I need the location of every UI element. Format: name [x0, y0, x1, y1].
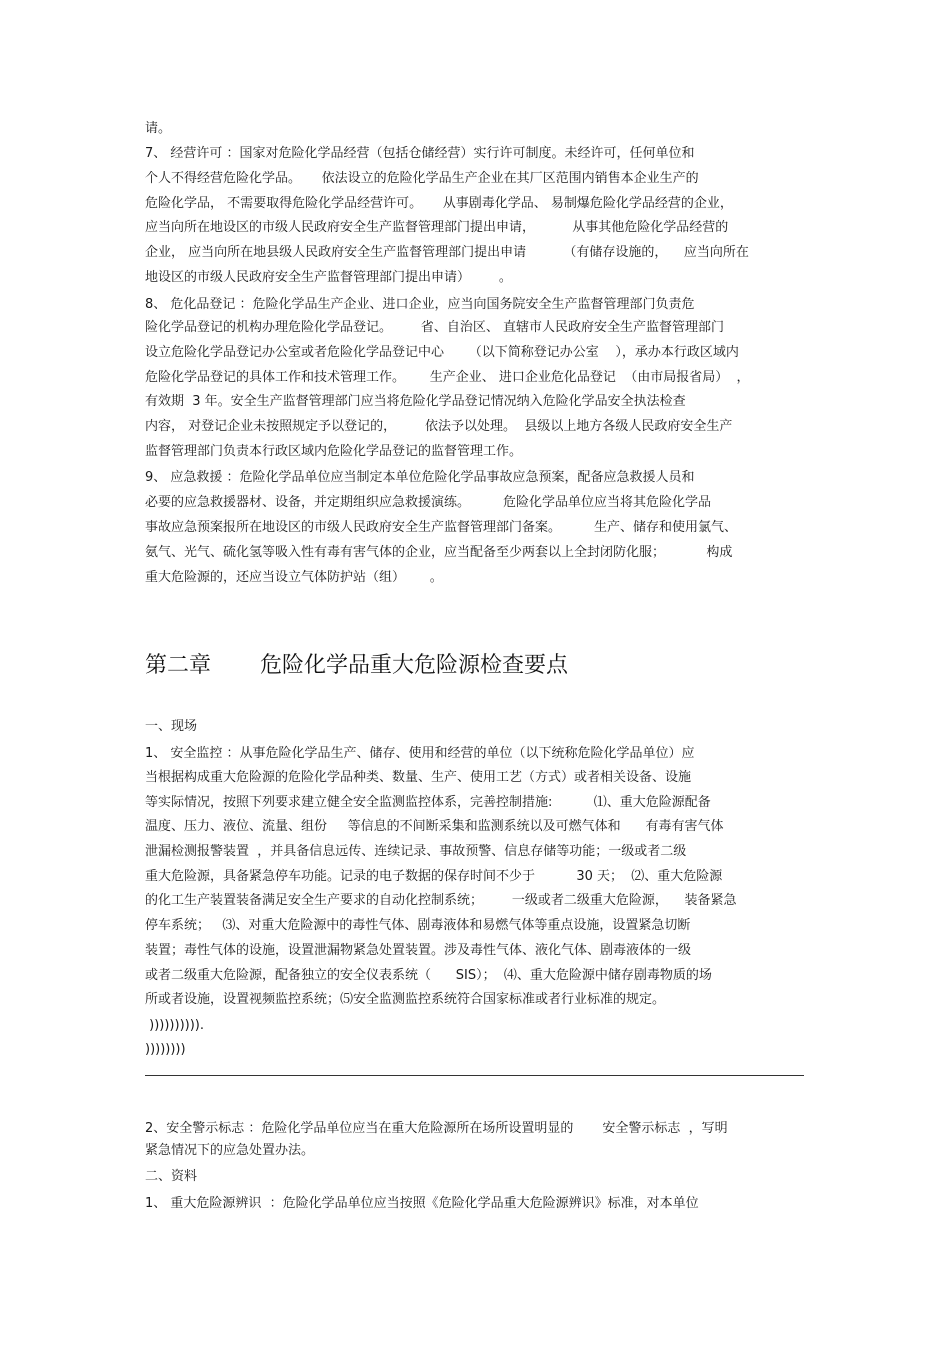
text-line: 事故应急预案报所在地设区的市级人民政府安全生产监督管理部门备案。 生产、储存和使用氯气、 — [145, 520, 738, 535]
text-line: 装置；毒性气体的设施，设置泄漏物紧急处置装置。涉及毒性气体、液化气体、剧毒液体的一级 — [145, 943, 692, 958]
text-line: 7、 经营许可 ：国家对危险化学品经营（包括仓储经营）实行许可制度。未经许可，任何单位和 — [145, 146, 695, 161]
text-line: 1、 安全监控 ：从事危险化学品生产、储存、使用和经营的单位（以下统称危险化学品单位）应 — [145, 746, 695, 761]
text-line: 紧急情况下的应急处置办法。 — [145, 1143, 315, 1158]
text-line: 险化学品登记的机构办理危险化学品登记。 省、自治区、 直辖市人民政府安全生产监督管理部门 — [145, 320, 725, 335]
text-line: 二、资料 — [145, 1169, 198, 1184]
text-line: 危险化学品， 不需要取得危险化学品经营许可。 从事剧毒化学品、 易制爆危险化学品经营的企业， — [145, 196, 733, 211]
text-line: 必要的应急救援器材、设备，并定期组织应急救援演练。 危险化学品单位应当将其危险化学品 — [145, 495, 712, 510]
text-line: 1、 重大危险源辨识 ：危险化学品单位应当按照《危险化学品重大危险源辨识》标准，对本单位 — [145, 1196, 699, 1211]
text-line: 危险化学品登记的具体工作和技术管理工作。 生产企业、 进口企业危化品登记 （由市局报省局） ， — [145, 370, 750, 385]
text-line: 有效期 3 年。安全生产监督管理部门应当将危险化学品登记情况纳入危险化学品安全执法检查 — [145, 394, 686, 409]
text-line: 2、安全警示标志 ：危险化学品单位应当在重大危险源所在场所设置明显的 安全警示标志 ，写明 — [145, 1121, 728, 1136]
text-line: 应当向所在地设区的市级人民政府安全生产监督管理部门提出申请， 从事其他危险化学品经营的 — [145, 220, 729, 235]
text-line: 重大危险源的，还应当设立气体防护站（组） 。 — [145, 570, 443, 585]
text-line: 个人不得经营危险化学品。 依法设立的危险化学品生产企业在其厂区范围内销售本企业生产的 — [145, 171, 699, 186]
chapter-title: 第二章 危险化学品重大危险源检查要点 — [145, 653, 568, 678]
text-line: )))))))) — [145, 1042, 186, 1057]
text-line: 设立危险化学品登记办公室或者危险化学品登记中心 （以下简称登记办公室 ），承办本行政区域内 — [145, 345, 739, 360]
text-line: 的化工生产装置装备满足安全生产要求的自动化控制系统； 一级或者二级重大危险源， 装备紧急 — [145, 893, 737, 908]
text-line: 温度、压力、液位、流量、组份 等信息的不间断采集和监测系统以及可燃气体和 有毒有害气体 — [145, 819, 724, 834]
text-line: 地设区的市级人民政府安全生产监督管理部门提出申请） 。 — [145, 270, 512, 285]
text-line: )))))))))). — [145, 1018, 204, 1033]
text-line: 或者二级重大危险源，配备独立的安全仪表系统（ SIS）； ⑷、重大危险源中储存剧毒物质的场 — [145, 968, 712, 983]
text-line: 9、 应急救援 ：危险化学品单位应当制定本单位危险化学品事故应急预案，配备应急救援人员和 — [145, 470, 695, 485]
text-line: 一、现场 — [145, 719, 198, 734]
text-line: 请。 — [145, 121, 172, 136]
text-line: 所或者设施，设置视频监控系统；⑸安全监测监控系统符合国家标准或者行业标准的规定。 — [145, 992, 666, 1007]
text-line: 氨气、光气、硫化氢等吸入性有毒有害气体的企业，应当配备至少两套以上全封闭防化服； 构成 — [145, 545, 733, 560]
text-line: 监督管理部门负责本行政区域内危险化学品登记的监督管理工作。 — [145, 444, 523, 459]
text-line: 等实际情况，按照下列要求建立健全安全监测监控体系，完善控制措施: ⑴、重大危险源配备 — [145, 795, 711, 810]
text-line: 当根据构成重大危险源的危险化学品种类、数量、生产、使用工艺（方式）或者相关设备、设施 — [145, 770, 692, 785]
horizontal-divider — [145, 1075, 804, 1076]
text-line: 8、 危化品登记 ：危险化学品生产企业、进口企业，应当向国务院安全生产监督管理部门负责危 — [145, 297, 695, 312]
text-line: 内容， 对登记企业未按照规定予以登记的， 依法予以处理。 县级以上地方各级人民政府安全生产 — [145, 419, 733, 434]
text-line: 泄漏检测报警装置 ，并具备信息远传、连续记录、事故预警、信息存储等功能；一级或者二级 — [145, 844, 687, 859]
text-line: 企业， 应当向所在地县级人民政府安全生产监督管理部门提出申请 （有储存设施的， 应当向所在 — [145, 245, 749, 260]
text-line: 重大危险源，具备紧急停车功能。记录的电子数据的保存时间不少于 30 天； ⑵、重大危险源 — [145, 869, 723, 884]
text-line: 停车系统； ⑶、对重大危险源中的毒性气体、剧毒液体和易燃气体等重点设施，设置紧急切断 — [145, 918, 691, 933]
